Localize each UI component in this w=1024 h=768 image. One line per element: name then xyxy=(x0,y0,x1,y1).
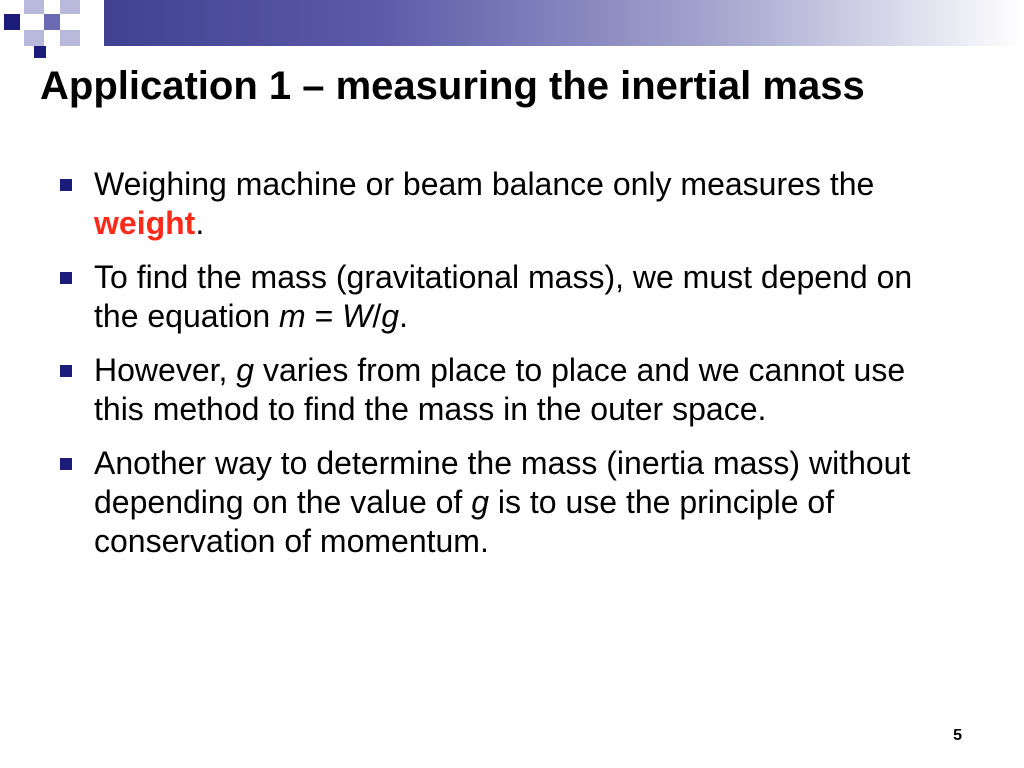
decor-square xyxy=(34,46,46,58)
bullet-text: varies from place to place and we cannot use this method to find the mass in the outer space. xyxy=(94,352,906,427)
decor-square xyxy=(24,0,44,14)
page-number: 5 xyxy=(953,727,962,744)
decor-square xyxy=(44,14,60,30)
variable-m: m xyxy=(279,298,306,334)
variable-g: g xyxy=(236,352,255,388)
bullet-square-icon xyxy=(60,458,72,470)
decor-square xyxy=(60,0,80,14)
bullet-text: Weighing machine or beam balance only measures the xyxy=(94,166,875,202)
decor-square xyxy=(24,30,44,46)
decor-square xyxy=(4,14,20,30)
decor-square xyxy=(60,30,80,46)
bullet-square-icon xyxy=(60,272,72,284)
bullet-text: To find the mass (gravitational mass), we must depend on the equation xyxy=(94,259,913,334)
bullet-text: is to use the principle of conservation of momentum. xyxy=(94,484,835,559)
variable-W: W xyxy=(342,298,373,334)
highlight-weight: weight xyxy=(94,205,196,241)
bullet-item xyxy=(58,444,958,561)
equals-sign: = xyxy=(305,298,343,334)
slash-sign: / xyxy=(372,298,382,334)
variable-g: g xyxy=(381,298,400,334)
variable-g: g xyxy=(471,484,489,520)
bullet-item xyxy=(58,165,958,243)
slide-title: Application 1 – measuring the inertial mass xyxy=(40,64,865,108)
bullet-list xyxy=(58,165,958,576)
bullet-square-icon xyxy=(60,365,72,377)
header-decoration-bar xyxy=(24,0,1024,46)
bullet-text: However, xyxy=(94,352,237,388)
bullet-item xyxy=(58,351,958,429)
bullet-item xyxy=(58,258,958,336)
bullet-square-icon xyxy=(60,179,72,191)
bullet-text: . xyxy=(195,205,205,241)
bullet-text: Another way to determine the mass (inertia mass) without depending on the value of xyxy=(94,445,911,520)
bullet-text: . xyxy=(399,298,408,334)
